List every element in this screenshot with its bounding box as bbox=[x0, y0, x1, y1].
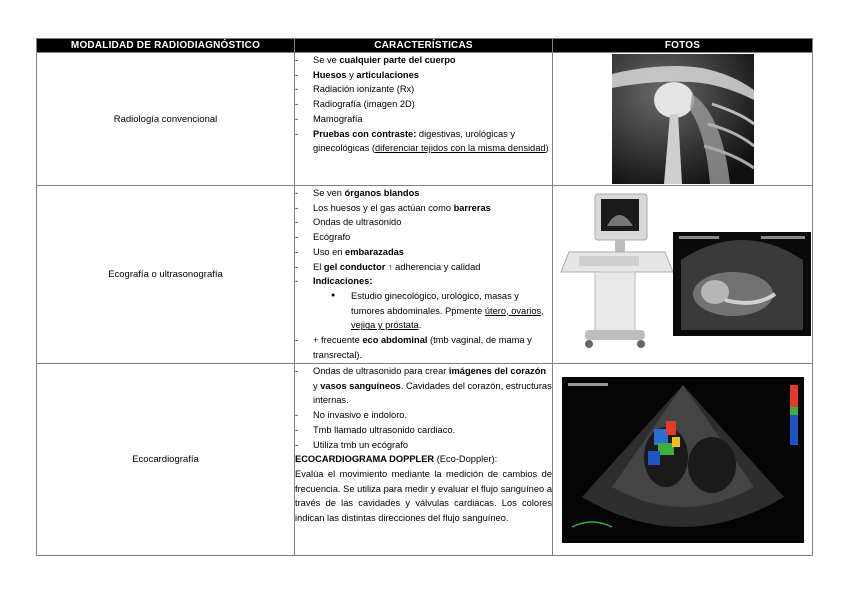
list-item: - Ondas de ultrasonido bbox=[295, 215, 552, 230]
photo-cell bbox=[553, 53, 813, 186]
list-item: - Tmb llamado ultrasonido cardiaco. bbox=[295, 423, 552, 438]
ultrasound-machine-icon bbox=[555, 190, 811, 360]
list-item: - Pruebas con contraste: digestivas, urológicas y ginecológicas (diferenciar tejidos con la misma densidad) bbox=[295, 127, 552, 156]
photo-cell bbox=[553, 364, 813, 556]
header-row bbox=[37, 39, 813, 53]
characteristics-cell bbox=[295, 186, 553, 364]
characteristics-cell bbox=[295, 53, 553, 186]
shoulder-xray-icon bbox=[612, 54, 754, 184]
list-item: - Radiografía (imagen 2D) bbox=[295, 97, 552, 112]
radiodiagnosis-table bbox=[36, 38, 813, 556]
list-item: - Se ve cualquier parte del cuerpo bbox=[295, 53, 552, 68]
list-item: - + frecuente eco abdominal (tmb vaginal, de mama y transrectal). bbox=[295, 333, 552, 362]
list-item: - Ecógrafo bbox=[295, 230, 552, 245]
list-item: - Ondas de ultrasonido para crear imágenes del corazón y vasos sanguíneos. Cavidades del corazón, estructuras internas. bbox=[295, 364, 552, 408]
doppler-description: Evalúa el movimiento mediante la medición de cambios de frecuencia. Se utiliza para medir y evaluar el flujo sanguíneo a través de las cavidades y válvulas cardiacas. Los colores indican las distintas direcciones del flujo sanguíneo. bbox=[295, 468, 552, 524]
list-item: - No invasivo e indoloro. bbox=[295, 408, 552, 423]
table-row bbox=[37, 364, 813, 556]
characteristics-cell bbox=[295, 364, 553, 556]
list-item: - Se ven órganos blandos bbox=[295, 186, 552, 201]
list-item: - Huesos y articulaciones bbox=[295, 68, 552, 83]
header-photos: FOTOS bbox=[553, 39, 813, 53]
table-row bbox=[37, 53, 813, 186]
list-item: - Radiación ionizante (Rx) bbox=[295, 82, 552, 97]
list-item: - Indicaciones: ● Estudio ginecológico, urológico, masas y tumores abdominales. Ppmente útero, ovarios, vejiga y próstata. bbox=[295, 274, 552, 333]
header-characteristics: CARACTERÍSTICAS bbox=[295, 39, 553, 53]
photo-cell bbox=[553, 186, 813, 364]
modality-cell: Radiología convencional bbox=[37, 53, 295, 186]
sub-list-item: ● Estudio ginecológico, urológico, masas y tumores abdominales. Ppmente útero, ovarios, vejiga y próstata. bbox=[331, 289, 552, 333]
doppler-echo-icon bbox=[562, 377, 804, 543]
list-item: - Uso en embarazadas bbox=[295, 245, 552, 260]
modality-cell: Ecografía o ultrasonografía bbox=[37, 186, 295, 364]
doppler-heading: ECOCARDIOGRAMA DOPPLER (Eco-Doppler): bbox=[295, 454, 498, 465]
header-modality: MODALIDAD DE RADIODIAGNÓSTICO bbox=[37, 39, 295, 53]
list-item: - Los huesos y el gas actúan como barreras bbox=[295, 201, 552, 216]
list-item: - El gel conductor ↑ adherencia y calidad bbox=[295, 260, 552, 275]
list-item: - Utiliza tmb un ecógrafo bbox=[295, 438, 552, 453]
table-row bbox=[37, 186, 813, 364]
list-item: - Mamografía bbox=[295, 112, 552, 127]
modality-cell: Ecocardiografía bbox=[37, 364, 295, 556]
